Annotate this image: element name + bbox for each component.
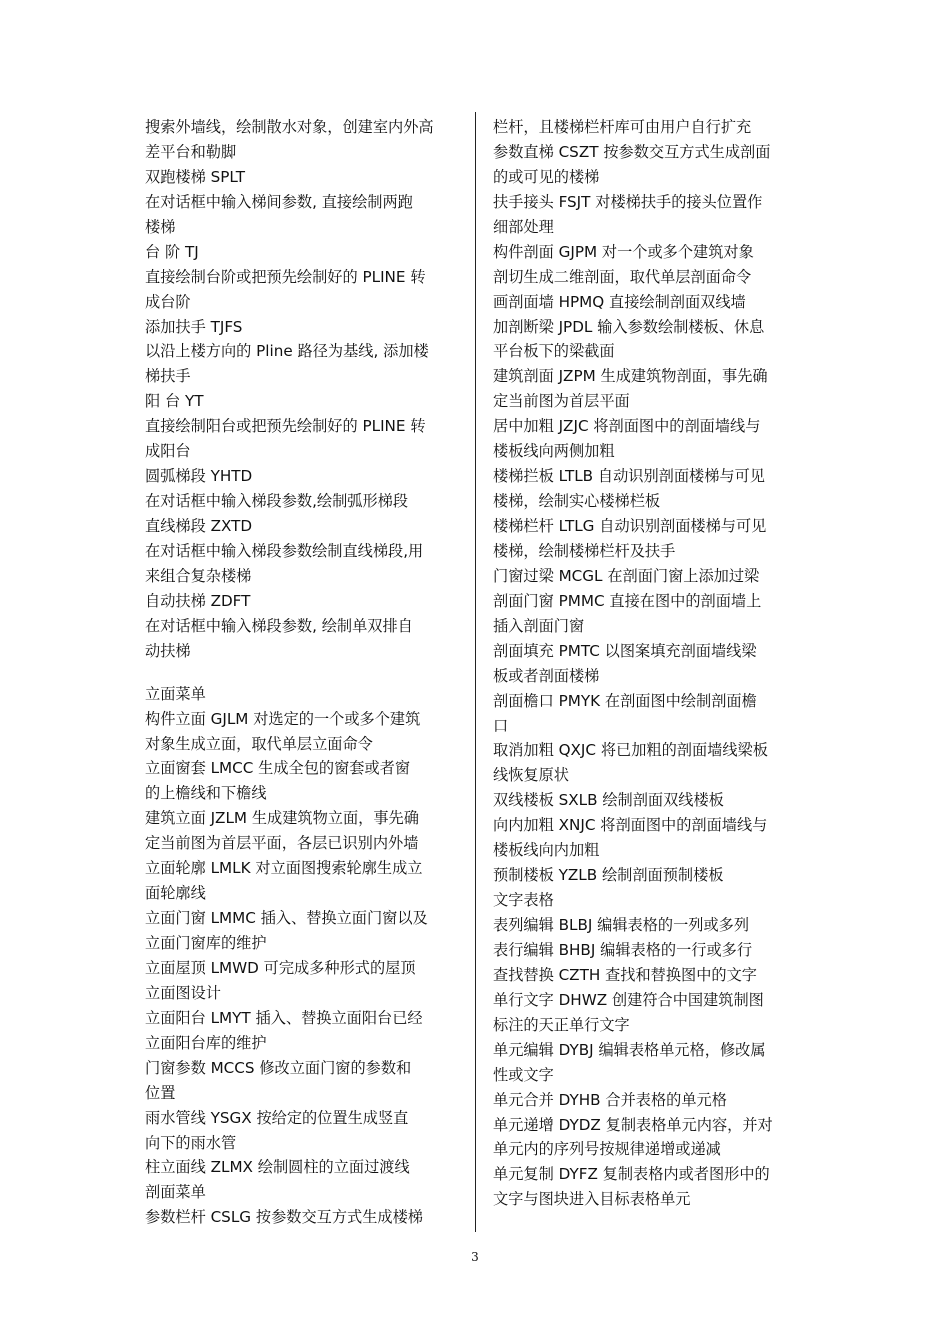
text-line: 表列编辑 BLBJ 编辑表格的一列或多列: [493, 916, 750, 934]
text-line: 楼板线向内加粗: [493, 841, 600, 860]
text-line: 向内加粗 XNJC 将剖面图中的剖面墙线与: [493, 816, 768, 835]
text-line: 剖面门窗 PMMC 直接在图中的剖面墙上: [493, 591, 762, 610]
text-line: 阳 台 YT: [145, 392, 204, 411]
text-line: 立面图设计: [145, 983, 221, 1002]
text-line: 取消加粗 QXJC 将已加粗的剖面墙线梁板: [493, 741, 768, 760]
text-line: 面轮廓线: [145, 884, 206, 903]
text-line: 立面菜单: [145, 684, 206, 703]
text-line: 文字表格: [493, 891, 554, 910]
text-line: 平台板下的梁截面: [493, 342, 615, 361]
text-line: 性或文字: [493, 1065, 554, 1084]
text-line: 参数栏杆 CSLG 按参数交互方式生成楼梯: [145, 1208, 423, 1227]
text-line: 画剖面墙 HPMQ 直接绘制剖面双线墙: [493, 292, 746, 311]
text-line: 向下的雨水管: [145, 1133, 237, 1152]
text-line: 直接绘制阳台或把预先绘制好的 PLINE 转: [145, 417, 426, 436]
text-line: 自动扶梯 ZDFT: [145, 591, 251, 610]
text-line: 楼梯，绘制楼梯栏杆及扶手: [493, 541, 676, 560]
text-line: 板或者剖面楼梯: [493, 666, 600, 685]
text-line: 细部处理: [493, 217, 554, 236]
text-line: 栏杆，且楼梯栏杆库可由用户自行扩充: [493, 118, 752, 136]
text-line: 单元递增 DYDZ 复制表格单元内容，并对: [493, 1115, 773, 1134]
text-line: 双跑楼梯 SPLT: [145, 167, 246, 186]
text-line: 线恢复原状: [493, 766, 569, 785]
text-line: 立面轮廓 LMLK 对立面图搜索轮廓生成立: [145, 859, 423, 878]
text-line: 立面窗套 LMCC 生成全包的窗套或者窗: [145, 759, 411, 778]
text-line: 以沿上楼方向的 Pline 路径为基线, 添加楼: [145, 342, 429, 361]
text-line: 的或可见的楼梯: [493, 167, 600, 186]
text-line: 定当前图为首层平面: [493, 392, 630, 411]
text-line: 直接绘制台阶或把预先绘制好的 PLINE 转: [145, 267, 426, 286]
text-line: 建筑剖面 JZPM 生成建筑物剖面，事先确: [493, 367, 768, 386]
text-line: 预制楼板 YZLB 绘制剖面预制楼板: [493, 866, 724, 885]
text-line: 圆弧梯段 YHTD: [145, 467, 253, 486]
text-line: 搜索外墙线，绘制散水对象，创建室内外高: [145, 118, 434, 136]
text-line: 剖面填充 PMTC 以图案填充剖面墙线梁: [493, 641, 757, 660]
text-line: 构件立面 GJLM 对选定的一个或多个建筑: [145, 709, 421, 728]
text-line: 构件剖面 GJPM 对一个或多个建筑对象: [493, 242, 754, 261]
text-line: 在对话框中输入梯间参数, 直接绘制两跑: [145, 192, 413, 211]
text-line: 立面屋顶 LMWD 可完成多种形式的屋顶: [145, 958, 416, 977]
text-line: 加剖断梁 JPDL 输入参数绘制楼板、休息: [493, 317, 765, 336]
text-line: 楼梯: [145, 217, 176, 236]
text-line: 的上檐线和下檐线: [145, 784, 267, 803]
text-line: 位置: [145, 1083, 176, 1102]
text-line: 来组合复杂楼梯: [145, 566, 252, 585]
text-line: 立面门窗 LMMC 插入、替换立面门窗以及: [145, 909, 428, 928]
text-line: 扶手接头 FSJT 对楼梯扶手的接头位置作: [493, 192, 763, 211]
text-line: 楼梯栏杆 LTLG 自动识别剖面楼梯与可见: [493, 517, 767, 535]
right-column: [493, 115, 811, 1212]
page-number: 3: [471, 1250, 479, 1264]
text-line: 门窗参数 MCCS 修改立面门窗的参数和: [145, 1058, 412, 1077]
text-line: 单行文字 DHWZ 创建符合中国建筑制图: [493, 990, 764, 1009]
text-line: 立面门窗库的维护: [145, 934, 267, 952]
text-line: 标注的天正单行文字: [493, 1015, 630, 1034]
text-line: 单元内的序列号按规律递增或递减: [493, 1140, 721, 1159]
text-line: 成台阶: [145, 292, 191, 311]
text-line: 剖面菜单: [145, 1183, 206, 1202]
column-divider: [475, 112, 476, 1232]
text-line: 在对话框中输入梯段参数, 绘制单双排自: [145, 616, 413, 635]
text-line: 居中加粗 JZJC 将剖面图中的剖面墙线与: [493, 417, 761, 436]
text-line: 双线楼板 SXLB 绘制剖面双线楼板: [493, 791, 724, 810]
text-line: 差平台和勒脚: [145, 142, 237, 161]
text-line: 建筑立面 JZLM 生成建筑物立面，事先确: [145, 809, 419, 828]
text-line: 动扶梯: [145, 641, 191, 660]
text-line: 成阳台: [145, 442, 191, 461]
text-line: 单元合并 DYHB 合并表格的单元格: [493, 1090, 727, 1109]
text-line: 查找替换 CZTH 查找和替换图中的文字: [493, 965, 757, 984]
paragraph-gap: [145, 664, 461, 682]
text-line: 单元复制 DYFZ 复制表格内或者图形中的: [493, 1165, 770, 1184]
text-line: 立面阳台库的维护: [145, 1033, 267, 1052]
text-line: 门窗过梁 MCGL 在剖面门窗上添加过梁: [493, 566, 760, 585]
text-line: 梯扶手: [145, 367, 191, 386]
text-line: 对象生成立面，取代单层立面命令: [145, 734, 373, 753]
text-line: 文字与图块进入目标表格单元: [493, 1190, 691, 1209]
text-line: 直线梯段 ZXTD: [145, 517, 253, 535]
text-line: 雨水管线 YSGX 按给定的位置生成竖直: [145, 1108, 409, 1127]
text-line: 楼梯，绘制实心楼梯栏板: [493, 492, 661, 511]
text-line: 立面阳台 LMYT 插入、替换立面阳台已经: [145, 1008, 423, 1027]
text-line: 参数直梯 CSZT 按参数交互方式生成剖面: [493, 142, 771, 161]
left-column: [145, 115, 461, 1230]
text-line: 楼梯拦板 LTLB 自动识别剖面楼梯与可见: [493, 467, 765, 486]
text-line: 在对话框中输入梯段参数,绘制弧形梯段: [145, 492, 409, 511]
text-line: 剖切生成二维剖面，取代单层剖面命令: [493, 267, 752, 286]
text-line: 单元编辑 DYBJ 编辑表格单元格，修改属: [493, 1040, 766, 1059]
text-line: 添加扶手 TJFS: [145, 317, 243, 336]
text-line: 楼板线向两侧加粗: [493, 442, 615, 461]
text-line: 柱立面线 ZLMX 绘制圆柱的立面过渡线: [145, 1158, 410, 1177]
text-line: 表行编辑 BHBJ 编辑表格的一行或多行: [493, 940, 753, 959]
text-line: 口: [493, 716, 509, 735]
text-line: 插入剖面门窗: [493, 616, 585, 635]
text-line: 剖面檐口 PMYK 在剖面图中绘制剖面檐: [493, 691, 757, 710]
text-line: 台 阶 TJ: [145, 242, 199, 261]
text-line: 定当前图为首层平面，各层已识别内外墙: [145, 834, 419, 853]
text-line: 在对话框中输入梯段参数绘制直线梯段,用: [145, 541, 424, 560]
